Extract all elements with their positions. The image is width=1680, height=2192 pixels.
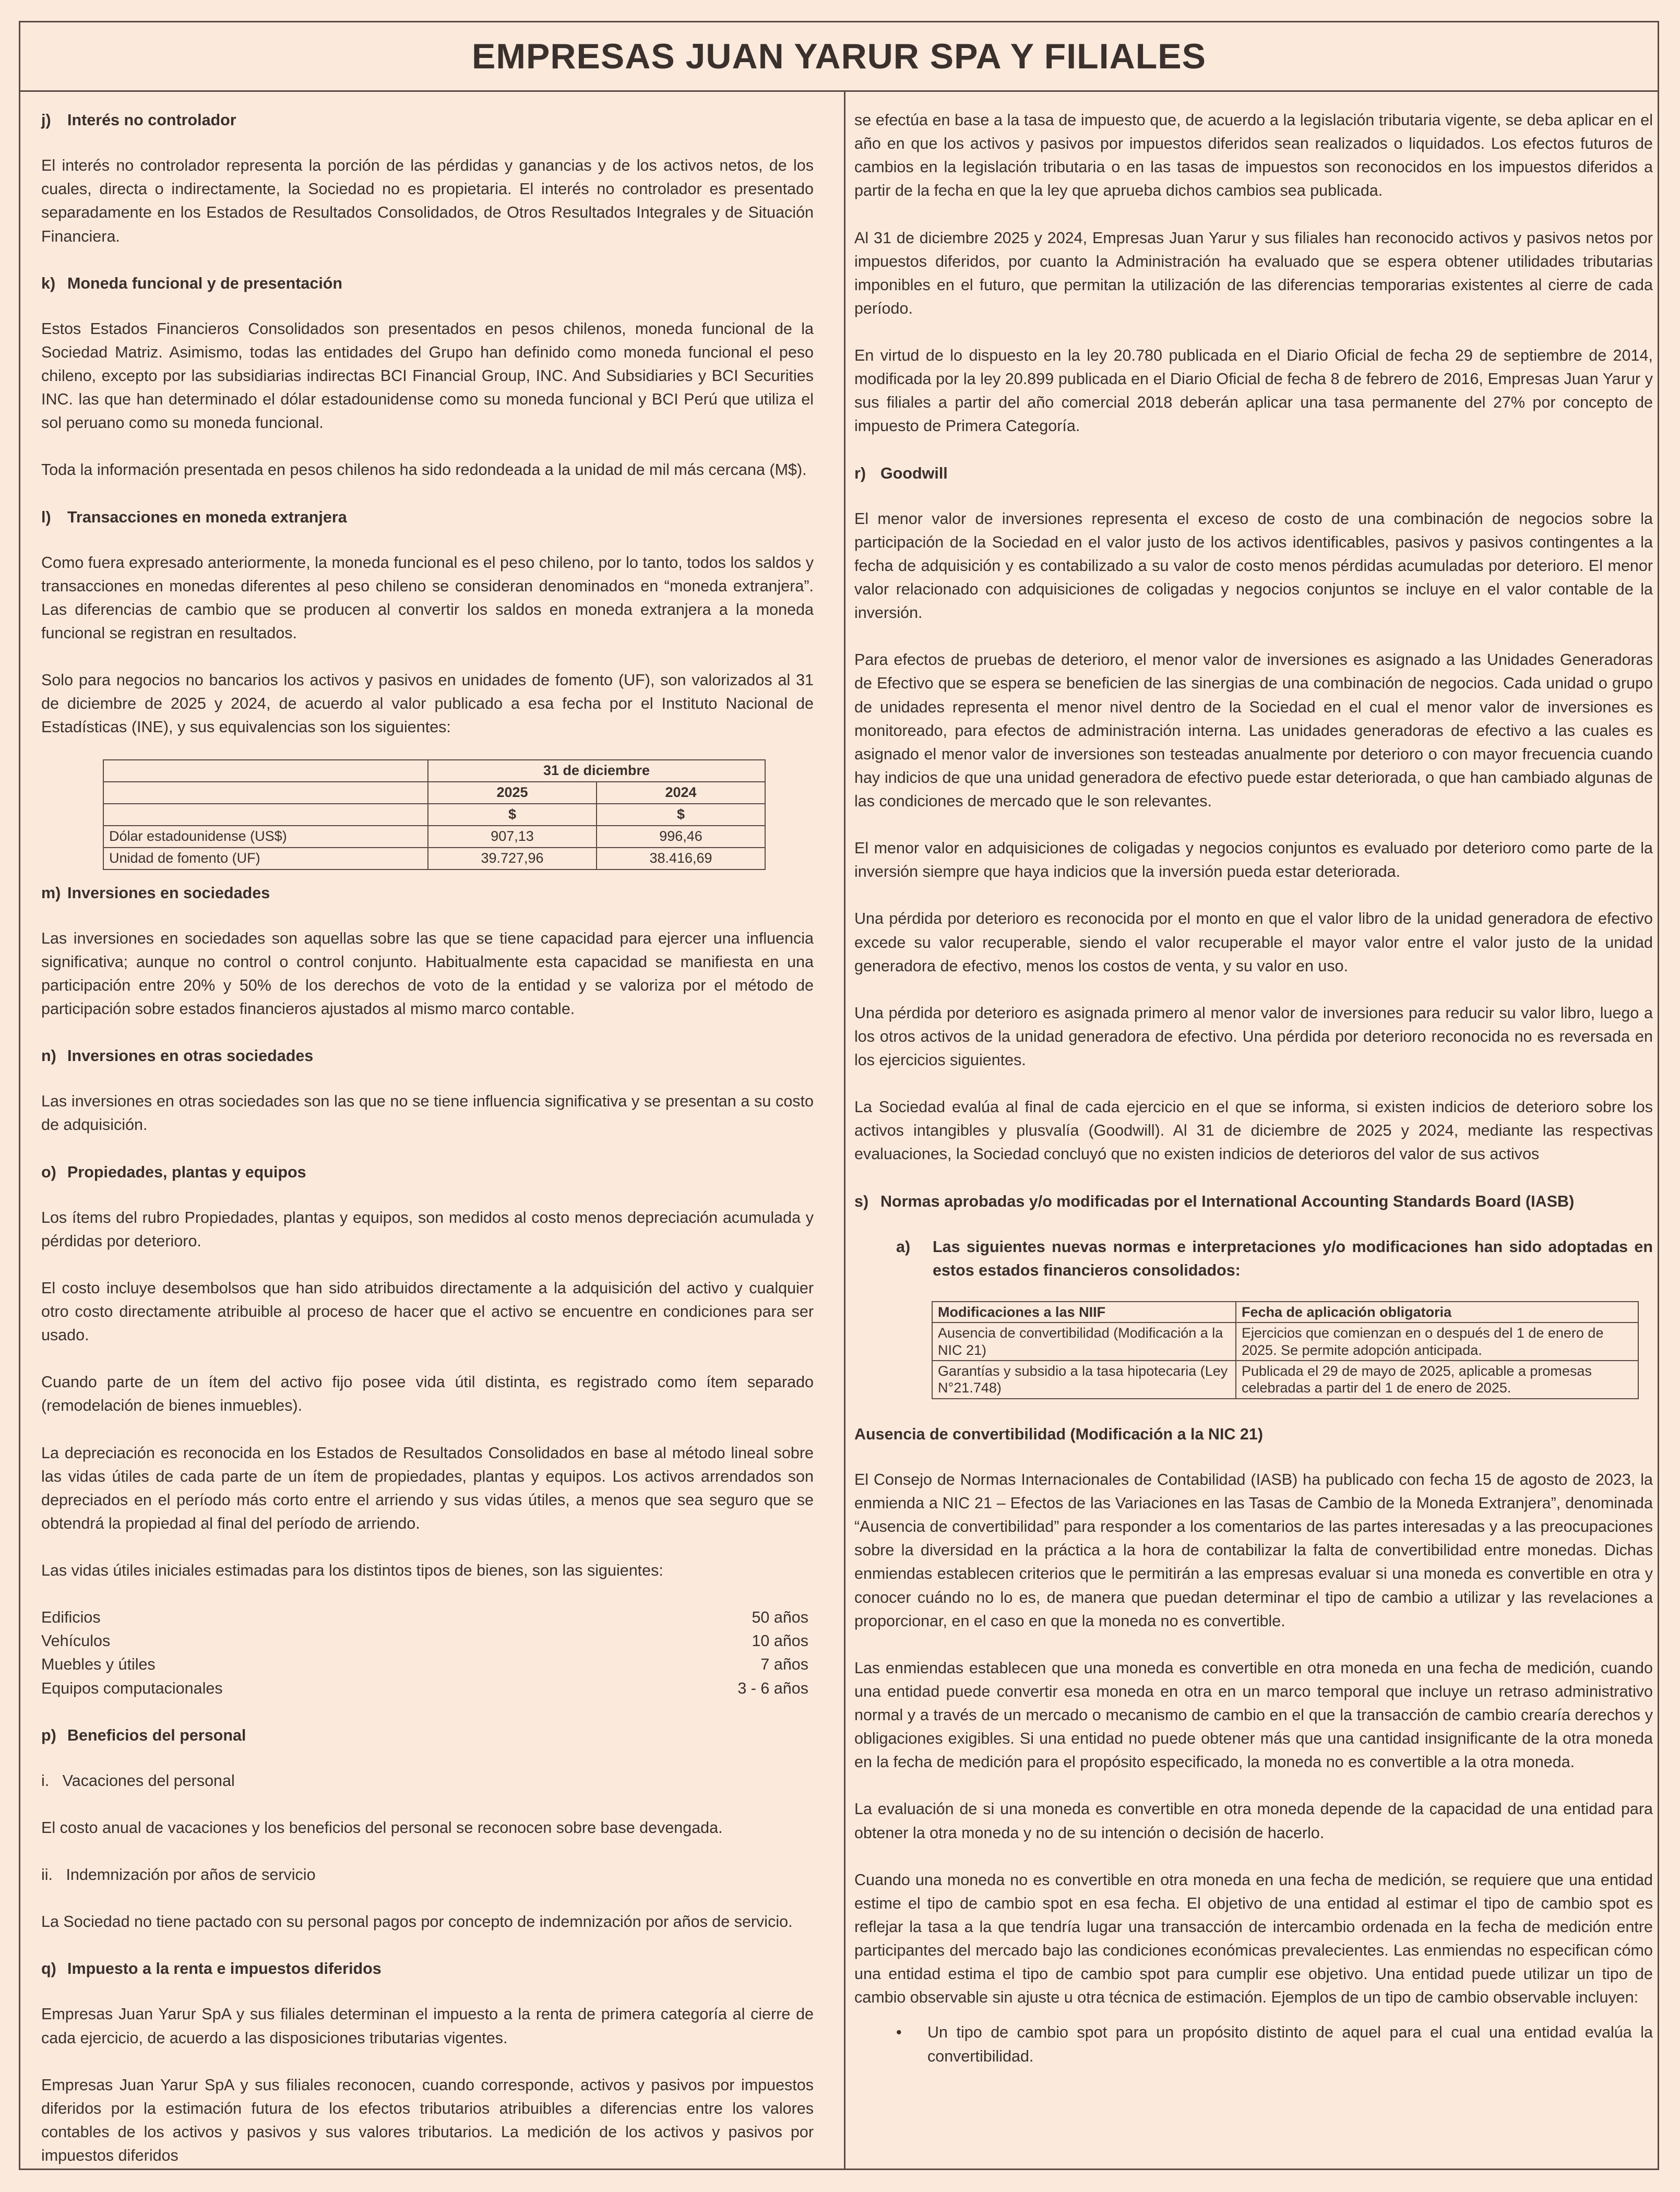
sub-heading: i. Vacaciones del personal (41, 1771, 235, 1790)
table-header: 2025 (428, 782, 597, 804)
useful-lives-list (41, 1606, 808, 1700)
table-row (932, 1302, 1638, 1323)
subsection-a-heading (896, 1235, 1653, 1282)
niif-table-wrap (854, 1301, 1653, 1399)
section-title: Inversiones en otras sociedades (67, 1047, 314, 1065)
list-item-label: Edificios (41, 1609, 101, 1627)
paragraph: La depreciación es reconocida en los Estados de Resultados Consolidados en base al método lineal sobre las vidas útiles de cada parte de un ítem de propiedades, plantas y equipos. Los activos arrendados son depreciados en el período más corto entre el arriendo y sus vidas útiles, a menos que sea seguro que se obtendrá la propiedad al final del período de arriendo. (41, 1444, 814, 1532)
bullet-icon: • (896, 2023, 902, 2042)
section-title: Las siguientes nuevas normas e interpretaciones y/o modificaciones han sido adoptadas en estos estados financieros consolidados: (933, 1237, 1653, 1279)
table-header: 2024 (597, 782, 765, 804)
section-title: Moneda funcional y de presentación (67, 274, 343, 292)
table-cell: Ejercicios que comienzan en o después del 1 de enero de 2025. Se permite adopción anticipada. (1236, 1323, 1638, 1361)
table-cell: Garantías y subsidio a la tasa hipotecaria (Ley N°21.748) (932, 1361, 1236, 1399)
paragraph: se efectúa en base a la tasa de impuesto que, de acuerdo a la legislación tributaria vigente, se deba aplicar en el año en que los activos y pasivos por impuestos diferidos sean realizados o liquidados. Los efectos futuros de cambios en la legislación tributaria o en las tasas de impuestos son reconocidos en los impuestos diferidos a partir de la fecha en que la ley que aprueba dichos cambios sea publicada. (854, 111, 1653, 200)
paragraph: Las inversiones en sociedades son aquellas sobre las que se tiene capacidad para ejercer una influencia significativa; aunque no control o control conjunto. Habitualmente esta capacidad se manifiesta en una participación entre 20% y 50% de los derechos de voto de la entidad y se valoriza por el método de participación sobre estados financieros ajustados al mismo marco contable. (41, 929, 814, 1018)
sub-heading: ii. Indemnización por años de servicio (41, 1866, 316, 1884)
table-row (103, 782, 765, 804)
paragraph: Los ítems del rubro Propiedades, plantas y equipos, son medidos al costo menos depreciación acumulada y pérdidas por deterioro. (41, 1208, 814, 1250)
section-title: Interés no controlador (67, 111, 236, 129)
section-r-heading (854, 462, 1653, 485)
paragraph: Empresas Juan Yarur SpA y sus filiales determinan el impuesto a la renta de primera categoría al cierre de cada ejercicio, de acuerdo a las disposiciones tributarias vigentes. (41, 2005, 814, 2047)
table-cell: 38.416,69 (597, 848, 765, 869)
section-p-heading (41, 1724, 814, 1747)
section-letter: p) (41, 1726, 56, 1744)
paragraph: En virtud de lo dispuesto en la ley 20.780 publicada en el Diario Oficial de fecha 29 de septiembre de 2014, modificada por la ley 20.899 publicada en el Diario Oficial de fecha 8 de febrero de 2016, Empresas Juan Yarur y sus filiales a partir del año comercial 2018 deberán aplicar una tasa permanente del 27% por concepto de impuesto de Primera Categoría. (854, 347, 1653, 435)
list-item (41, 1653, 808, 1676)
section-title: Impuesto a la renta e impuestos diferidos (67, 1960, 382, 1978)
paragraph: Cuando parte de un ítem del activo fijo posee vida útil distinta, es registrado como ítem separado (remodelación de bienes inmuebles). (41, 1373, 814, 1415)
table-cell (103, 804, 428, 826)
paragraph: Empresas Juan Yarur SpA y sus filiales reconocen, cuando corresponde, activos y pasivos por impuestos diferidos por la estimación futura de los efectos tributarios atribuibles a diferencias entre los valores contables de los activos y pasivos y sus valores tributarios. La medición de los activos y pasivos por impuestos diferidos (41, 2076, 814, 2164)
table-cell: Dólar estadounidense (US$) (103, 826, 428, 848)
table-row (103, 804, 765, 826)
section-s-heading (854, 1190, 1653, 1213)
section-title: Normas aprobadas y/o modificadas por el International Accounting Standards Board (IASB) (880, 1192, 1575, 1210)
left-column (41, 109, 814, 2191)
section-letter: q) (41, 1960, 56, 1978)
paragraph: El Consejo de Normas Internacionales de Contabilidad (IASB) ha publicado con fecha 15 de agosto de 2023, la enmienda a NIC 21 – Efectos de las Variaciones en las Tasas de Cambio de la Moneda Extranjera”, denominada “Ausencia de convertibilidad” para responder a los comentarios de las partes interesadas y a las preocupaciones sobre la diversidad en la práctica a la hora de contabilizar la falta de convertibilidad entre monedas. Dichas enmiendas establecen criterios que le permitirán a las empresas evaluar si una moneda es convertible en otra y conocer cuándo no lo es, de manera que puedan determinar el tipo de cambio a utilizar y las revelaciones a proporcionar, en el caso en que la moneda no es convertible. (854, 1470, 1653, 1630)
list-item-label: Muebles y útiles (41, 1655, 156, 1674)
list-item-label: Equipos computacionales (41, 1679, 223, 1697)
paragraph: Una pérdida por deterioro es reconocida por el monto en que el valor libro de la unidad generadora de efectivo excede su valor recuperable, siendo el valor recuperable el mayor valor entre el valor justo de la unidad generadora de efectivo, menos los costos de venta, y su valor en uso. (854, 910, 1653, 975)
paragraph: La Sociedad no tiene pactado con su personal pagos por concepto de indemnización por años de servicio. (41, 1913, 793, 1931)
table-cell: 39.727,96 (428, 848, 597, 869)
list-item-value: 7 años (760, 1655, 808, 1674)
list-item-value: 50 años (752, 1609, 808, 1627)
section-m-heading (41, 881, 814, 905)
section-title: Inversiones en sociedades (67, 884, 270, 902)
section-o-heading (41, 1161, 814, 1184)
section-title: Propiedades, plantas y equipos (67, 1163, 306, 1181)
paragraph: El interés no controlador representa la porción de las pérdidas y ganancias y de los activos netos, de los cuales, directa o indirectamente, la Sociedad no es propietaria. El interés no controlador es presentado separadamente en los Estados de Resultados Consolidados, de Otros Resultados Integrales y de Situación Financiera. (41, 157, 814, 245)
table-row (932, 1323, 1638, 1361)
paragraph: Como fuera expresado anteriormente, la moneda funcional es el peso chileno, por lo tanto, todos los saldos y transacciones en monedas diferentes al peso chileno se consideran denominados en “moneda extranjera”. Las diferencias de cambio que se producen al convertir los saldos en moneda extranjera a la moneda funcional se registran en resultados. (41, 553, 814, 642)
paragraph: Para efectos de pruebas de deterioro, el menor valor de inversiones es asignado a las Unidades Generadoras de Efectivo que se espera se beneficien de las sinergias de una combinación de negocios. Cada unidad o grupo de unidades representa el menor nivel dentro de la Sociedad en el cual el menor valor de inversiones es monitoreado, para efectos de administración interna. Las unidades generadoras de efectivo a las cuales es asignado el menor valor de inversiones son testeadas anualmente por deterioro o con mayor frecuencia cuando hay indicios de que una unidad generadora de efectivo puede estar deteriorada, o que han cambiado algunas de las condiciones de mercado que le son relevantes. (854, 651, 1653, 810)
exchange-rate-table (103, 759, 766, 870)
table-cell: Publicada el 29 de mayo de 2025, aplicable a promesas celebradas a partir del 1 de enero de 2025. (1236, 1361, 1638, 1399)
section-letter: r) (854, 464, 866, 482)
paragraph: Cuando una moneda no es convertible en otra moneda en una fecha de medición, se requiere que una entidad estime el tipo de cambio spot en esa fecha. El objetivo de una entidad al estimar el tipo de cambio spot es reflejar la tasa a la que tendría lugar una transacción de intercambio ordenada en la fecha de medición entre participantes del mercado bajo las condiciones económicas prevalecientes. Las enmiendas no especifican cómo una entidad estima el tipo de cambio spot para cumplir ese objetivo. Una entidad puede utilizar un tipo de cambio observable sin ajuste u otra técnica de estimación. Ejemplos de un tipo de cambio observable incluyen: (854, 1871, 1653, 2007)
table-row (932, 1361, 1638, 1399)
list-item-value: 10 años (752, 1632, 808, 1650)
table-row (103, 760, 765, 782)
table-cell: 907,13 (428, 826, 597, 848)
paragraph: Toda la información presentada en pesos chilenos ha sido redondeada a la unidad de mil más cercana (M$). (41, 461, 807, 479)
section-q-heading (41, 1957, 814, 1981)
section-n-heading (41, 1044, 814, 1068)
paragraph: El menor valor en adquisiciones de coligadas y negocios conjuntos es evaluado por deterioro como parte de la inversión siempre que haya indicios que la inversión pueda estar deteriorada. (854, 839, 1653, 881)
list-item-value: 3 - 6 años (737, 1679, 808, 1697)
bullet-text: Un tipo de cambio spot para un propósito distinto de aquel para el cual una entidad evalúa la convertibilidad. (927, 2023, 1653, 2065)
section-letter: k) (41, 274, 56, 292)
section-k-heading (41, 272, 814, 295)
table-row (103, 826, 765, 848)
list-item (41, 1629, 808, 1653)
section-letter: j) (41, 111, 51, 129)
section-l-heading (41, 506, 814, 529)
page-frame (19, 21, 1659, 2170)
paragraph: Solo para negocios no bancarios los activos y pasivos en unidades de fomento (UF), son valorizados al 31 de diciembre de 2025 y 2024, de acuerdo al valor publicado a esa fecha por el Instituto Nacional de Estadísticas (INE), y sus equivalencias son los siguientes: (41, 671, 814, 736)
list-item (41, 1677, 808, 1700)
table-header: $ (428, 804, 597, 826)
table-header: Modificaciones a las NIIF (932, 1302, 1236, 1323)
paragraph: Una pérdida por deterioro es asignada primero al menor valor de inversiones para reducir su valor libro, luego a los otros activos de la unidad generadora de efectivo. Una pérdida por deterioro reconocida no es reversada en los ejercicios siguientes. (854, 1004, 1653, 1069)
section-letter: m) (41, 884, 61, 902)
section-title: Goodwill (880, 464, 948, 482)
paragraph: La Sociedad evalúa al final de cada ejercicio en el que se informa, si existen indicios de deterioro sobre los activos intangibles y plusvalía (Goodwill). Al 31 de diciembre de 2025 y 2024, mediante las respectivas evaluaciones, la Sociedad concluyó que no existen indicios de deterioros del valor de sus activos (854, 1098, 1653, 1163)
list-item-label: Vehículos (41, 1632, 111, 1650)
paragraph: Estos Estados Financieros Consolidados son presentados en pesos chilenos, moneda funcional de la Sociedad Matriz. Asimismo, todas las entidades del Grupo han definido como moneda funcional el peso chileno, excepto por las subsidiarias indirectas BCI Financial Group, INC. And Subsidiaries y BCI Securities INC. las que han determinado el dólar estadounidense como su moneda funcional y BCI Perú que utiliza el sol peruano como su moneda funcional. (41, 319, 814, 432)
table-cell: Ausencia de convertibilidad (Modificación a la NIC 21) (932, 1323, 1236, 1361)
paragraph: El costo incluye desembolsos que han sido atribuidos directamente a la adquisición del activo y cualquier otro costo directamente atribuible al proceso de hacer que el activo se encuentre en condiciones para ser usado. (41, 1279, 814, 1344)
paragraph: Las inversiones en otras sociedades son las que no se tiene influencia significativa y se presentan a su costo de adquisición. (41, 1092, 814, 1134)
paragraph: La evaluación de si una moneda es convertible en otra moneda depende de la capacidad de una entidad para obtener la otra moneda y no de su intención o decisión de hacerlo. (854, 1800, 1653, 1842)
table-cell: Unidad de fomento (UF) (103, 848, 428, 869)
table-header: $ (597, 804, 765, 826)
table-cell: 996,46 (597, 826, 765, 848)
bullet-item (896, 2021, 1653, 2068)
table-row (103, 848, 765, 869)
section-j-heading (41, 109, 814, 132)
nic21-heading: Ausencia de convertibilidad (Modificación a la NIC 21) (854, 1425, 1264, 1443)
section-title: Transacciones en moneda extranjera (67, 508, 347, 526)
table-cell (103, 782, 428, 804)
section-title: Beneficios del personal (67, 1726, 246, 1744)
list-item (41, 1606, 808, 1629)
column-divider (844, 90, 845, 2169)
right-column (854, 109, 1653, 2068)
page-header (20, 22, 1658, 92)
section-letter: o) (41, 1163, 56, 1181)
section-letter: l) (41, 508, 51, 526)
table-header: Fecha de aplicación obligatoria (1236, 1302, 1638, 1323)
table-cell (103, 760, 428, 782)
niif-table (932, 1301, 1639, 1399)
paragraph: El menor valor de inversiones representa el exceso de costo de una combinación de negocios sobre la participación de la Sociedad en el valor justo de los activos identificables, pasivos y pasivos contingentes a la fecha de adquisición y es contabilizado a su valor de costo menos pérdidas acumuladas por deterioro. El menor valor relacionado con adquisiciones de coligadas y negocios conjuntos se incluye en el valor contable de la inversión. (854, 509, 1653, 622)
section-letter: s) (854, 1192, 869, 1210)
section-letter: a) (896, 1237, 911, 1256)
paragraph: Las vidas útiles iniciales estimadas para los distintos tipos de bienes, son las siguientes: (41, 1562, 663, 1579)
paragraph: Al 31 de diciembre 2025 y 2024, Empresas Juan Yarur y sus filiales han reconocido activos y pasivos netos por impuestos diferidos, por cuanto la Administración ha evaluado que se espera obtener utilidades tributarias imponibles en el futuro, que permitan la utilización de las diferencias temporarias existentes al cierre de cada período. (854, 229, 1653, 317)
page-title: EMPRESAS JUAN YARUR SPA Y FILIALES (472, 37, 1206, 76)
table-header: 31 de diciembre (428, 760, 765, 782)
paragraph: El costo anual de vacaciones y los beneficios del personal se reconocen sobre base devengada. (41, 1818, 723, 1837)
section-letter: n) (41, 1047, 56, 1065)
paragraph: Las enmiendas establecen que una moneda es convertible en otra moneda en una fecha de medición, cuando una entidad puede convertir esa moneda en otra en un marco temporal que incluye un retraso administrativo normal y a través de un mercado o mecanismo de cambio en el que la transacción de cambio crearía derechos y obligaciones exigibles. Si una entidad no puede obtener más que una cantidad insignificante de la otra moneda en la fecha de medición para el propósito especificado, la moneda no es convertible a la otra moneda. (854, 1659, 1653, 1771)
